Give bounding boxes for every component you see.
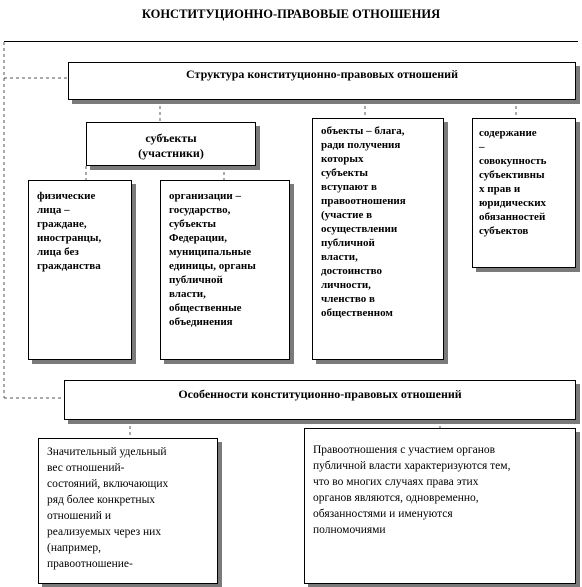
content-line-7: обязанностей (479, 211, 546, 223)
feature-left-line-3: состояний, включающих (47, 478, 169, 490)
structure-title: Структура конституционно-правовых отношений (186, 67, 458, 81)
feature-left-line-4: ряд более конкретных (47, 494, 156, 506)
objects-line-11: достоинство (321, 265, 383, 277)
physical-line-5: лица без (37, 246, 79, 258)
org-line-6: единицы, органы (169, 260, 256, 272)
objects-line-4: субъекты (321, 167, 368, 179)
org-line-4: Федерации, (169, 232, 228, 244)
features-title: Особенности конституционно-правовых отношений (178, 387, 462, 401)
feature-left-line-6: реализуемых через них (47, 526, 162, 538)
objects-line-6: правоотношения (321, 195, 406, 207)
feature-left-line-8: правоотношение- (47, 558, 133, 570)
content-line-8: субъектов (479, 225, 529, 237)
physical-line-6: гражданства (37, 260, 101, 272)
objects-line-5: вступают в (321, 181, 377, 193)
feature-right-line-6: полномочиями (313, 524, 386, 536)
physical-line-3: граждане, (37, 218, 87, 230)
organizations-box (160, 180, 290, 360)
org-line-8: власти, (169, 288, 206, 300)
objects-line-14: общественном (321, 307, 393, 319)
objects-box (312, 118, 444, 360)
feature-left-line-2: вес отношений- (47, 462, 125, 474)
org-line-1: организации – (169, 190, 241, 202)
org-line-5: муниципальные (169, 246, 252, 258)
title-box (4, 2, 578, 42)
content-line-6: юридических (479, 197, 547, 209)
content-line-1: содержание (479, 127, 537, 139)
feature-right-line-4: органов являются, одновременно, (313, 492, 479, 504)
feature-right-line-1: Правоотношения с участием органов (313, 444, 496, 456)
objects-line-1: объекты – блага, (321, 125, 405, 137)
content-line-2: – (479, 141, 485, 153)
feature-right-box (304, 428, 576, 584)
feature-left-line-5: отношений и (47, 510, 111, 522)
physical-line-1: физические (37, 190, 96, 202)
objects-line-8: осуществлении (321, 223, 398, 235)
content-box (472, 118, 576, 268)
org-line-2: государство, (169, 204, 231, 216)
content-line-5: х прав и (479, 183, 521, 195)
objects-line-9: публичной (321, 237, 375, 249)
org-line-9: общественные (169, 302, 242, 314)
feature-left-box (38, 438, 218, 584)
objects-line-2: ради получения (321, 139, 401, 151)
feature-left-line-7: (например, (47, 542, 102, 554)
physical-line-2: лица – (37, 204, 70, 216)
feature-right-line-2: публичной власти характеризуются тем, (313, 460, 511, 472)
objects-line-12: личности, (321, 279, 371, 291)
physical-persons-box (28, 180, 132, 360)
subjects-line-1: субъекты (145, 131, 197, 145)
org-line-3: субъекты (169, 218, 216, 230)
feature-left-line-1: Значительный удельный (47, 446, 167, 458)
org-line-7: публичной (169, 274, 223, 286)
structure-box (68, 62, 576, 100)
org-line-10: объединения (169, 316, 233, 328)
content-line-3: совокупность (479, 155, 547, 167)
page-title: КОНСТИТУЦИОННО-ПРАВОВЫЕ ОТНОШЕНИЯ (141, 7, 441, 21)
subjects-line-2: (участники) (138, 146, 204, 160)
objects-line-7: (участие в (321, 209, 373, 221)
physical-line-4: иностранцы, (37, 232, 102, 244)
feature-right-line-3: что во многих случаях права этих (313, 476, 479, 488)
objects-line-10: власти, (321, 251, 358, 263)
objects-line-3: которых (321, 153, 364, 165)
feature-right-line-5: обязанностями и именуются (313, 508, 453, 520)
subjects-box (86, 122, 256, 166)
features-box (64, 380, 576, 420)
content-line-4: субъективны (479, 169, 545, 181)
objects-line-13: членство в (321, 293, 375, 305)
